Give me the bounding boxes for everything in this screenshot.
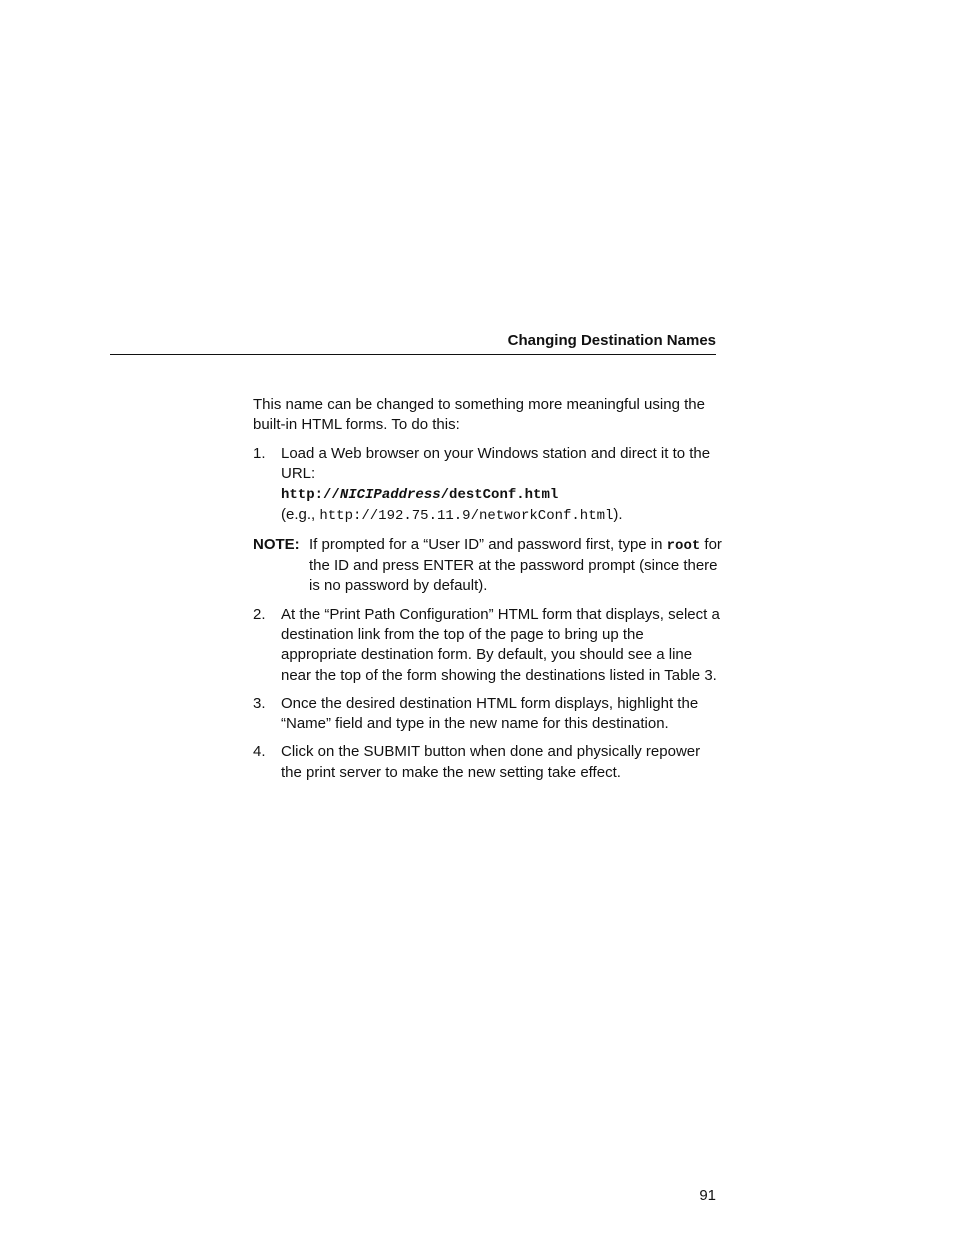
step-number: 3. <box>253 694 266 712</box>
note-text-before: If prompted for a “User ID” and password first, type in <box>309 535 667 553</box>
example-close: ). <box>613 506 623 524</box>
step-text: Load a Web browser on your Windows station and direct it to the URL: <box>281 444 711 482</box>
step-body: Click on the SUBMIT button when done and physically repower the print server to make the new setting take effect. <box>281 743 701 781</box>
step-number: 2. <box>253 605 266 623</box>
step-number: 4. <box>253 743 266 761</box>
url-suffix: /destConf.html <box>440 487 559 504</box>
step-body <box>281 444 723 527</box>
step-4 <box>253 742 723 783</box>
step-body: Once the desired destination HTML form displays, highlight the “Name” field and type in the new name for this destination. <box>281 694 699 733</box>
example-open: (e.g., <box>281 506 320 524</box>
url-variable: NICIPaddress <box>339 487 441 504</box>
header-rule <box>110 354 716 355</box>
step-body: At the “Print Path Configuration” HTML form that displays, select a destination link from the top of the page to bring up the appropriate destination form. By default, you should see a line near the top of the form showing the destinations listed in Table 3. <box>281 605 720 684</box>
step-1 <box>253 444 723 527</box>
note-text-after: for the ID and press ENTER at the password prompt (since there is no password by default). <box>309 535 722 595</box>
url-prefix: http:// <box>281 487 340 504</box>
note-block <box>253 535 723 597</box>
example-url: http://192.75.11.9/networkConf.html <box>319 508 614 525</box>
step-3 <box>253 694 723 735</box>
note-code: root <box>666 537 701 554</box>
step-number: 1. <box>253 444 266 462</box>
step-2 <box>253 605 723 686</box>
page-content <box>253 395 723 791</box>
running-header: Changing Destination Names <box>507 332 716 349</box>
note-body <box>309 535 723 597</box>
page-number: 91 <box>699 1187 716 1204</box>
intro-paragraph: This name can be changed to something more meaningful using the built-in HTML forms. To do this: <box>253 396 705 434</box>
note-label: NOTE: <box>253 535 300 553</box>
